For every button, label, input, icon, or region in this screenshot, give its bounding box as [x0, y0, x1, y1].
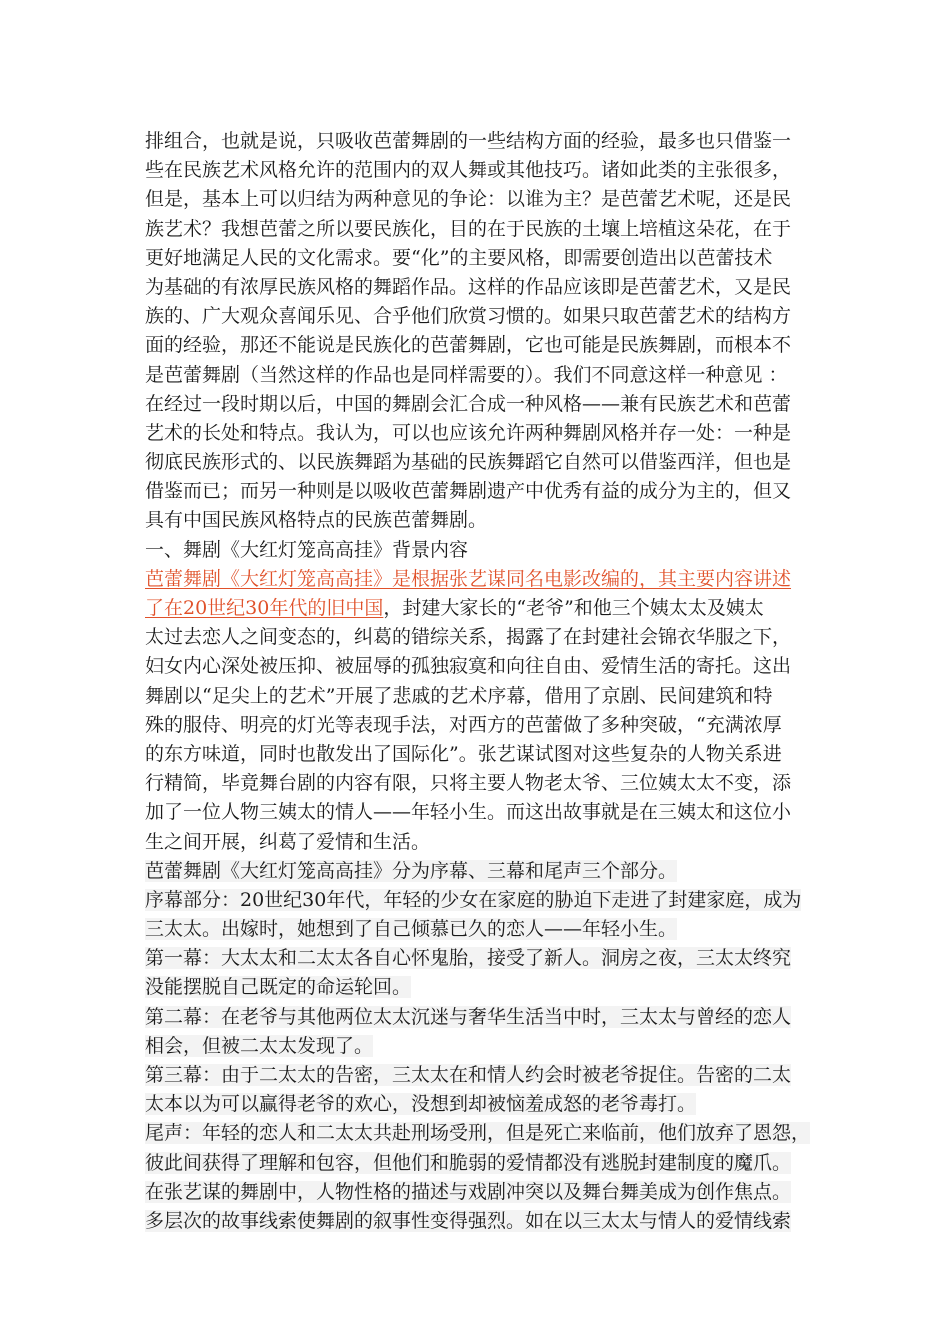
- text-line-content: 第三幕：由于二太太的告密，三太太在和情人约会时被老爷捉住。告密的二太: [145, 1064, 792, 1086]
- text-line-content: 面的经验，那还不能说是民族化的芭蕾舞剧，它也可能是民族舞剧，而根本不: [145, 334, 792, 357]
- text-line-content: 生之间开展，纠葛了爱情和生活。: [145, 830, 431, 853]
- text-line: [145, 477, 805, 506]
- text-line: [145, 302, 805, 331]
- text-line: [145, 682, 805, 711]
- text-line-content: 借鉴而已；而另一种则是以吸收芭蕾舞剧遗产中优秀有益的成分为主的，但又: [145, 480, 792, 503]
- text-line: [145, 652, 805, 681]
- text-line: [145, 1032, 805, 1061]
- text-line-content: 第二幕：在老爷与其他两位太太沉迷与奢华生活当中时，三太太与曾经的恋人: [145, 1005, 792, 1028]
- link-line-continuation: ，封建大家长的“老爷”和他三个姨太太及姨太: [383, 597, 764, 619]
- text-line: [145, 390, 805, 419]
- text-line: [145, 886, 805, 915]
- text-line-content: 第一幕：大太太和二太太各自心怀鬼胎，接受了新人。洞房之夜，三太太终究: [145, 947, 792, 970]
- text-line-content: 族的、广大观众喜闻乐见、合乎他们欣赏习惯的。如果只取芭蕾艺术的结构方: [145, 305, 792, 328]
- text-line: [145, 215, 805, 244]
- text-line: [145, 798, 805, 827]
- text-line: [145, 857, 805, 886]
- text-line-content: 加了一位人物三姨太的情人——年轻小生。而这出故事就是在三姨太和这位小: [145, 801, 792, 824]
- text-line: [145, 156, 805, 185]
- text-line: [145, 331, 805, 360]
- text-line: [145, 185, 805, 214]
- hyperlink-part-2[interactable]: 了在20世纪30年代的旧中国: [145, 597, 384, 619]
- text-line-content: 行精简，毕竟舞台剧的内容有限，只将主要人物老太爷、三位姨太太不变，添: [145, 772, 792, 795]
- text-line: [145, 273, 805, 302]
- text-line-content: 殊的服侍、明亮的灯光等表现手法，对西方的芭蕾做了多种突破，“充满浓厚: [145, 713, 782, 736]
- text-line: [145, 536, 805, 565]
- text-line: [145, 1119, 811, 1148]
- text-line: [145, 1207, 805, 1236]
- text-line-content: 为基础的有浓厚民族风格的舞蹈作品。这样的作品应该即是芭蕾艺术，又是民: [145, 275, 792, 298]
- paragraph-group-2: [145, 623, 811, 1236]
- paragraph-group-1: [145, 127, 805, 565]
- text-line-content: 没能摆脱自己既定的命运轮回。: [145, 976, 412, 999]
- link-line-1: [145, 565, 805, 594]
- hyperlink-part-1[interactable]: 芭蕾舞剧《大红灯笼高高挂》是根据张艺谋同名电影改编的，其主要内容讲述: [145, 567, 792, 590]
- text-line-content: 的东方味道，同时也散发出了国际化”。张艺谋试图对这些复杂的人物关系进: [145, 742, 782, 765]
- text-line-content: 舞剧以“足尖上的艺术”开展了悲戚的艺术序幕，借用了京剧、民间建筑和特: [145, 684, 773, 707]
- text-line-content: 在经过一段时期以后，中国的舞剧会汇合成一种风格——兼有民族艺术和芭蕾: [145, 392, 792, 415]
- text-line-content: 在张艺谋的舞剧中，人物性格的描述与戏剧冲突以及舞台舞美成为创作焦点。: [145, 1180, 792, 1203]
- text-line-content: 太本以为可以赢得老爷的欢心，没想到却被恼羞成怒的老爷毒打。: [145, 1093, 697, 1116]
- text-line-content: 太过去恋人之间变态的，纠葛的错综关系，揭露了在封建社会锦衣华服之下，: [145, 626, 792, 649]
- text-line: [145, 1149, 805, 1178]
- text-line-content: 排组合，也就是说，只吸收芭蕾舞剧的一些结构方面的经验，最多也只借鉴一: [145, 130, 792, 152]
- text-line: [145, 740, 805, 769]
- text-line-content: 是芭蕾舞剧（当然这样的作品也是同样需要的）。我们不同意这样一种意见 ：: [145, 363, 788, 386]
- text-line-content: 彼此间获得了理解和包容，但他们和脆弱的爱情都没有逃脱封建制度的魔爪。: [145, 1151, 792, 1174]
- text-line: [145, 419, 805, 448]
- document-body: [145, 127, 811, 1236]
- text-line-content: 妇女内心深处被压抑、被屈辱的孤独寂寞和向往自由、爱情生活的寄托。这出: [145, 655, 792, 678]
- text-line: [145, 448, 805, 477]
- text-line: [145, 1090, 805, 1119]
- text-line-content: 一、舞剧《大红灯笼高高挂》背景内容: [145, 538, 469, 561]
- text-line: [145, 769, 805, 798]
- text-line: [145, 623, 805, 652]
- text-line-content: 尾声：年轻的恋人和二太太共赴刑场受刑，但是死亡来临前，他们放弃了恩怨，: [145, 1122, 811, 1145]
- text-line: [145, 711, 805, 740]
- text-line: [145, 361, 805, 390]
- text-line-content: 多层次的故事线索使舞剧的叙事性变得强烈。如在以三太太与情人的爱情线索: [145, 1209, 792, 1232]
- text-line-content: 彻底民族形式的、以民族舞蹈为基础的民族舞蹈它自然可以借鉴西洋，但也是: [145, 451, 792, 474]
- text-line-content: 相会，但被二太太发现了。: [145, 1034, 374, 1057]
- text-line: [145, 915, 805, 944]
- text-line: [145, 828, 805, 857]
- text-line-content: 些在民族艺术风格允许的范围内的双人舞或其他技巧。诸如此类的主张很多，: [145, 159, 792, 182]
- text-line-content: 但是，基本上可以归结为两种意见的争论：以谁为主？是芭蕾艺术呢，还是民: [145, 188, 792, 211]
- text-line-content: 序幕部分：20世纪30年代，年轻的少女在家庭的胁迫下走进了封建家庭，成为: [145, 888, 802, 911]
- text-line: [145, 506, 805, 535]
- text-line: [145, 127, 805, 156]
- text-line: [145, 944, 805, 973]
- text-line-content: 族艺术？我想芭蕾之所以要民族化，目的在于民族的土壤上培植这朵花，在于: [145, 217, 792, 240]
- text-line-content: 三太太。出嫁时，她想到了自己倾慕已久的恋人——年轻小生。: [145, 918, 678, 941]
- text-line-content: 艺术的长处和特点。我认为，可以也应该允许两种舞剧风格并存一处：一种是: [145, 421, 792, 444]
- text-line: [145, 1061, 805, 1090]
- text-line-content: 更好地满足人民的文化需求。要“化”的主要风格，即需要创造出以芭蕾技术: [145, 246, 773, 269]
- text-line: [145, 1178, 805, 1207]
- text-line-content: 具有中国民族风格特点的民族芭蕾舞剧。: [145, 509, 488, 532]
- link-line-2: [145, 594, 805, 623]
- text-line: [145, 1003, 805, 1032]
- text-line: [145, 973, 805, 1002]
- text-line: [145, 244, 805, 273]
- text-line-content: 芭蕾舞剧《大红灯笼高高挂》分为序幕、三幕和尾声三个部分。: [145, 859, 678, 882]
